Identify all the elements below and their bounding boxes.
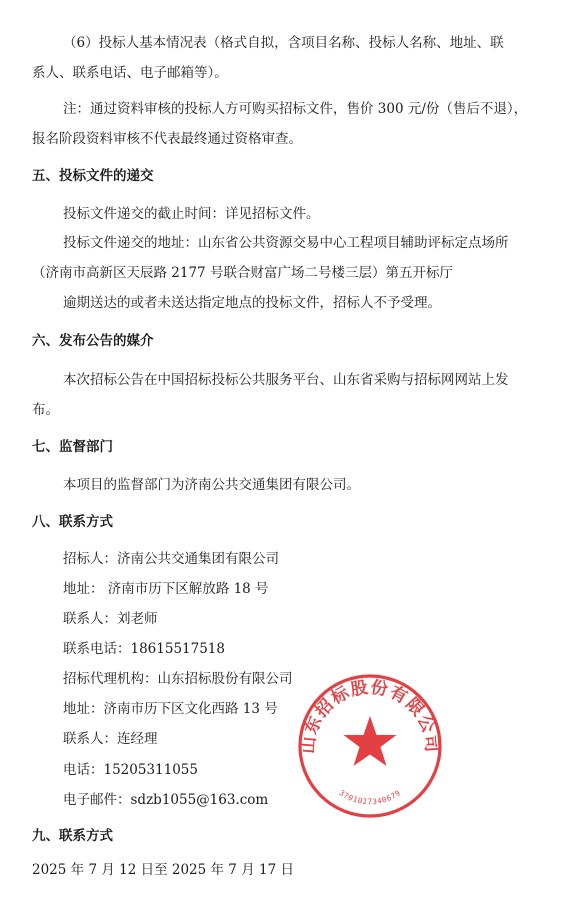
bidder-info-line-1: （6）投标人基本情况表（格式自拟，含项目名称、投标人名称、地址、联 [63, 35, 504, 51]
tenderer-name: 招标人：济南公共交通集团有限公司 [63, 551, 279, 567]
agency-phone: 电话：15205311055 [63, 762, 198, 778]
agency-email: 电子邮件：sdzb1055@163.com [63, 792, 269, 808]
submission-deadline: 投标文件递交的截止时间：详见招标文件。 [63, 206, 320, 222]
seal-code-text: 3701027340679 [337, 788, 403, 807]
announcement-dates: 2025 年 7 月 12 日至 2025 年 7 月 17 日 [32, 862, 294, 878]
section-8-heading: 八、联系方式 [32, 514, 113, 530]
media-line-1: 本次招标公告在中国招标投标公共服务平台、山东省采购与招标网网站上发 [63, 372, 509, 388]
section-5-heading: 五、投标文件的递交 [32, 168, 154, 184]
submission-address-line-1: 投标文件递交的地址：山东省公共资源交易中心工程项目辅助评标定点场所 [63, 235, 509, 251]
seal-name-text: 山东招标股份有限公司 [298, 677, 442, 755]
bidder-info-line-2: 系人、联系电话、电子邮箱等）。 [32, 65, 228, 81]
media-line-2: 布。 [32, 402, 59, 418]
section-6-heading: 六、发布公告的媒介 [32, 333, 154, 349]
section-9-heading: 九、联系方式 [32, 828, 113, 844]
tenderer-contact: 联系人：刘老师 [63, 611, 158, 627]
company-seal [296, 672, 444, 820]
tenderer-phone: 联系电话：18615517518 [63, 641, 225, 657]
note-line-1: 注：通过资料审核的投标人方可购买招标文件，售价 300 元/份（售后不退）， [63, 101, 528, 117]
agency-contact: 联系人：连经理 [63, 731, 158, 747]
submission-address-line-2: （济南市高新区天辰路 2177 号联合财富广场二号楼三层）第五开标厅 [32, 265, 453, 281]
late-submission-note: 逾期送达的或者未送达指定地点的投标文件，招标人不予受理。 [63, 295, 441, 311]
note-line-2: 报名阶段资料审核不代表最终通过资格审查。 [32, 131, 302, 147]
agency-name: 招标代理机构：山东招标股份有限公司 [63, 671, 293, 687]
agency-address: 地址：济南市历下区文化西路 13 号 [63, 701, 278, 717]
tenderer-address: 地址： 济南市历下区解放路 18 号 [63, 581, 269, 597]
section-7-heading: 七、监督部门 [32, 439, 113, 455]
star-icon [344, 716, 397, 766]
supervision-text: 本项目的监督部门为济南公共交通集团有限公司。 [63, 477, 360, 493]
